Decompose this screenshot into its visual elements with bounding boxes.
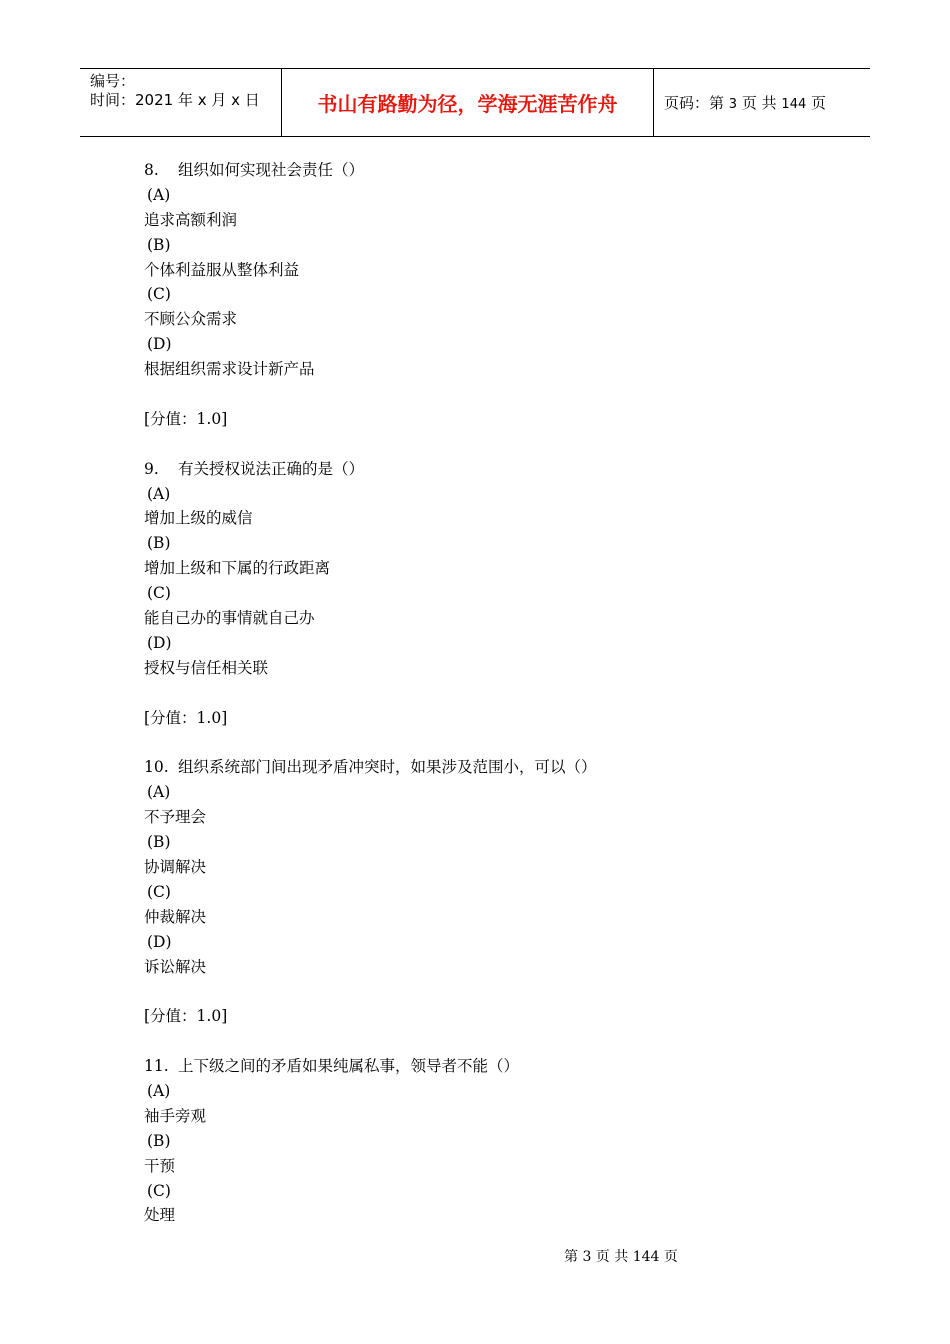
option-text: 能自己办的事情就自己办 [144,609,315,628]
option-text: 授权与信任相关联 [144,658,269,677]
spacer [144,382,844,407]
option-label: (B) [147,235,171,254]
option-text: 个体利益服从整体利益 [144,260,300,279]
question-title [144,158,844,183]
option-text: 协调解决 [144,857,207,876]
score-text: [分值：1.0] [144,409,228,428]
option-text: 增加上级和下属的行政距离 [144,559,331,578]
code-label: 编号： [90,72,136,90]
option-label: (A) [147,1081,171,1100]
option-text: 仲裁解决 [144,907,207,926]
option-text: 增加上级的威信 [144,509,253,528]
option-label: (D) [147,633,172,652]
time-text: 时间：2021 年 x 月 x 日 [90,91,260,109]
option-label: (A) [147,484,171,503]
option-label: (D) [147,335,172,354]
question-text: 有关授权说法正确的是（） [178,459,365,478]
option-text: 不予理会 [144,808,207,827]
page-total: 144 [781,97,807,112]
header-page-cell [664,69,870,136]
question-text: 组织系统部门间出现矛盾冲突时，如果涉及范围小，可以（） [178,758,597,777]
option-label: (B) [147,1131,171,1150]
motto-text: 书山有路勤为径，学海无涯苦作舟 [317,92,618,116]
page-suffix: 页 [811,94,827,112]
option-label: (D) [147,932,172,951]
question-number: 8. [144,161,159,179]
question-text: 组织如何实现社会责任（） [178,161,365,179]
option-text: 干预 [144,1156,176,1175]
page-prefix: 页码：第 [664,94,725,112]
option-label: (C) [147,285,171,304]
option-label: (C) [147,584,171,603]
option-text: 追求高额利润 [144,210,238,229]
spacer [144,1029,844,1054]
header-meta-cell [80,69,282,136]
question-text: 上下级之间的矛盾如果纯属私事，领导者不能（） [178,1057,520,1076]
score-text: [分值：1.0] [144,1007,228,1026]
option-label: (A) [147,185,171,204]
spacer [144,979,844,1004]
spacer [144,681,844,706]
page-indicator [664,93,826,115]
option-text: 诉讼解决 [144,957,207,976]
score-text: [分值：1.0] [144,708,228,727]
header-motto-cell [282,69,654,136]
option-label: (B) [147,534,171,553]
footer-page-number: 第 3 页 共 144 页 [564,1249,678,1265]
question-title [144,755,844,780]
question-list [144,158,844,1228]
option-text: 不顾公众需求 [144,310,238,329]
question-number: 9. [144,459,159,478]
option-text: 处理 [144,1206,176,1225]
option-label: (C) [147,1181,171,1200]
option-text: 根据组织需求设计新产品 [144,360,315,379]
page-current: 3 [728,97,738,112]
page-mid: 页 共 [741,94,777,112]
spacer [144,432,844,457]
option-label: (A) [147,783,171,802]
option-label: (B) [147,833,171,852]
option-text: 袖手旁观 [144,1106,207,1125]
question-title [144,1054,844,1079]
question-number: 11. [144,1057,169,1076]
question-number: 10. [144,758,169,777]
option-label: (C) [147,882,171,901]
question-title [144,457,844,482]
spacer [144,730,844,755]
page-header [80,68,870,137]
